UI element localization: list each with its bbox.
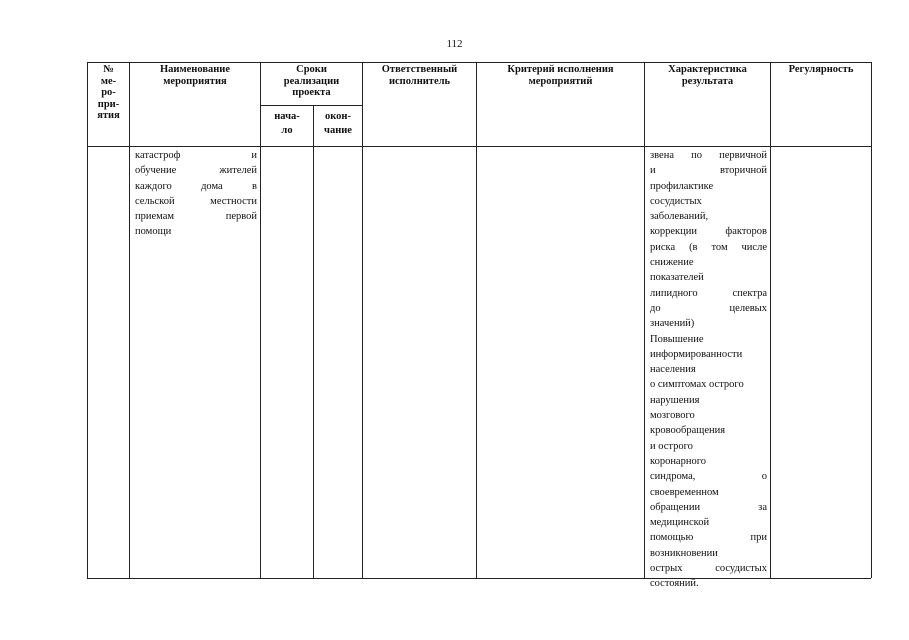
cell-text-line: медицинской: [650, 517, 710, 529]
cell-text-line: заболеваний,: [650, 211, 709, 223]
cell-text-line: состояний.: [650, 578, 699, 590]
cell-text-line: информированности: [650, 348, 743, 360]
cell-text-line: кровообращения: [650, 425, 726, 437]
cell-text-line: до целевых: [650, 302, 767, 314]
cell-text-line: помощью при: [650, 532, 767, 544]
cell-text-line: значений): [650, 318, 695, 330]
header-name: Наименование мероприятия: [160, 64, 230, 87]
cell-text-line: сельской местности: [135, 195, 257, 207]
cell-text-line: и острого: [650, 440, 693, 452]
cell-text-line: и вторичной: [650, 165, 767, 177]
col-border: [313, 105, 314, 578]
cell-text-line: помощи: [135, 226, 172, 238]
page-number: 112: [446, 38, 463, 50]
cell-text-line: риска (в том числе: [650, 241, 767, 253]
header-result: Характеристика результата: [668, 64, 747, 87]
cell-text-line: звена по первичной: [650, 150, 767, 161]
event-name-cell: [135, 148, 257, 240]
cell-text-line: обучение жителей: [135, 165, 257, 177]
cell-text-line: мозгового: [650, 410, 695, 422]
cell-text-line: обращении за: [650, 501, 767, 513]
col-border: [644, 62, 645, 578]
col-border: [362, 62, 363, 578]
header-bottom-border: [87, 146, 871, 147]
cell-text-line: профилактике: [650, 180, 714, 192]
col-border: [129, 62, 130, 578]
cell-text-line: населения: [650, 364, 696, 376]
cell-text-line: коррекции факторов: [650, 226, 767, 238]
terms-subheader-line: [260, 105, 362, 106]
cell-text-line: своевременном: [650, 486, 719, 498]
header-responsible: Ответственный исполнитель: [381, 64, 458, 87]
cell-text-line: синдрома, о: [650, 471, 767, 483]
cell-text-line: Повышение: [650, 333, 704, 345]
table-top-border: [87, 62, 871, 63]
cell-text-line: липидного спектра: [650, 287, 767, 299]
header-end: окон- чание: [324, 111, 352, 136]
cell-text-line: о симптомах острого: [650, 379, 744, 391]
cell-text-line: показателей: [650, 272, 704, 284]
header-regularity: Регулярность: [788, 64, 854, 75]
cell-text-line: коронарного: [650, 455, 707, 467]
header-number: № ме- ро- при- ятия: [97, 64, 120, 122]
col-border: [260, 62, 261, 578]
cell-text-line: возникновении: [650, 547, 718, 559]
cell-text-line: острых сосудистых: [650, 563, 767, 575]
cell-text-line: нарушения: [650, 394, 700, 406]
col-border: [476, 62, 477, 578]
result-characteristic-cell: [650, 148, 767, 592]
cell-text-line: снижение: [650, 257, 694, 269]
header-start: нача- ло: [274, 111, 300, 136]
cell-text-line: каждого дома в: [135, 180, 257, 192]
cell-text-line: катастроф и: [135, 150, 257, 161]
col-border: [871, 62, 872, 578]
header-terms: Сроки реализации проекта: [283, 64, 340, 99]
cell-text-line: приемам первой: [135, 211, 257, 223]
col-border: [87, 62, 88, 578]
header-criterion: Критерий исполнения мероприятий: [507, 64, 614, 87]
cell-text-line: сосудистых: [650, 195, 702, 207]
col-border: [770, 62, 771, 578]
